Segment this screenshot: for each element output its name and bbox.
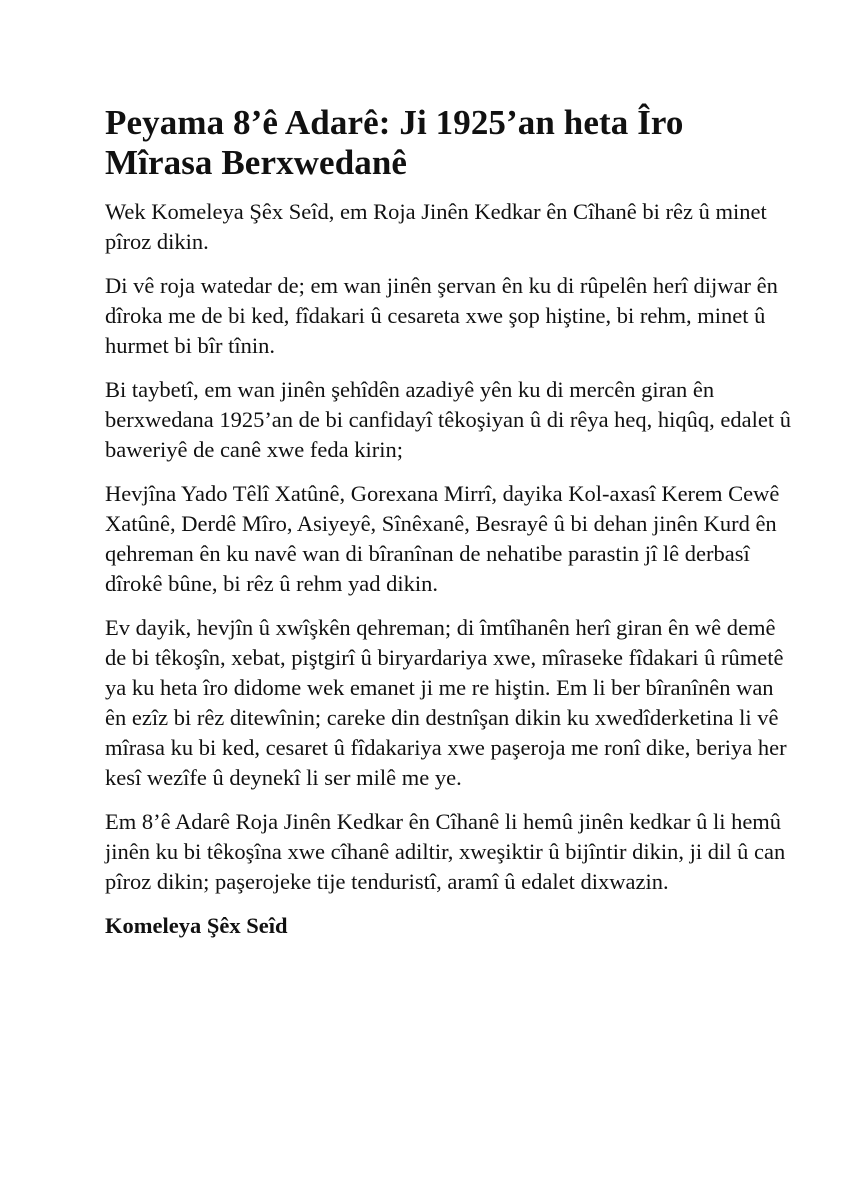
paragraph-names: Hevjîna Yado Têlî Xatûnê, Gorexana Mirrî, dayika Kol-axasî Kerem Cewê Xatûnê, Derdê Mîro, Asiyeyê, Sînêxanê, Besrayê û bi dehan jinên Kurd ên qehreman ên ku navê wan di bîranînan de nehatibe parastin jî lê derbasî dîrokê bûne, bi rêz û rehm yad dikin. [105, 481, 780, 596]
document-page [105, 103, 795, 941]
paragraph-greeting: Wek Komeleya Şêx Seîd, em Roja Jinên Kedkar ên Cîhanê bi rêz û minet pîroz dikin. [105, 199, 767, 254]
paragraph-celebration: Em 8’ê Adarê Roja Jinên Kedkar ên Cîhanê li hemû jinên kedkar û li hemû jinên ku bi têkoşîna xwe cîhanê adiltir, xweşiktir û bijîntir dikin, ji dil û can pîroz dikin; paşerojeke tije tenduristî, aramî û edalet dixwazin. [105, 809, 786, 894]
paragraph-martyrs: Bi taybetî, em wan jinên şehîdên azadiyê yên ku di mercên giran ên berxwedana 1925’an de bi canfidayî têkoşiyan û di rêya heq, hiqûq, edalet û baweriyê de canê xwe feda kirin; [105, 377, 792, 462]
paragraph-legacy: Ev dayik, hevjîn û xwîşkên qehreman; di îmtîhanên herî giran ên wê demê de bi têkoşîn, xebat, piştgirî û biryardariya xwe, mîraseke fîdakari û rûmetê ya ku heta îro didome wek emanet ji me re hiştin. Em li ber bîranînên wan ên ezîz bi rêz ditewînin; careke din destnîşan dikin ku xwedîderketina li vê mîrasa ku bi ked, cesaret û fîdakariya xwe paşeroja me ronî dike, beriya her kesî wezîfe û deynekî li ser milê me ye. [105, 615, 787, 790]
signature: Komeleya Şêx Seîd [105, 913, 288, 938]
document-title: Peyama 8’ê Adarê: Ji 1925’an heta Îro Mîrasa Berxwedanê [105, 103, 684, 182]
paragraph-remembrance: Di vê roja watedar de; em wan jinên şervan ên ku di rûpelên herî dijwar ên dîroka me de bi ked, fîdakari û cesareta xwe şop hiştine, bi rehm, minet û hurmet bi bîr tînin. [105, 273, 778, 358]
